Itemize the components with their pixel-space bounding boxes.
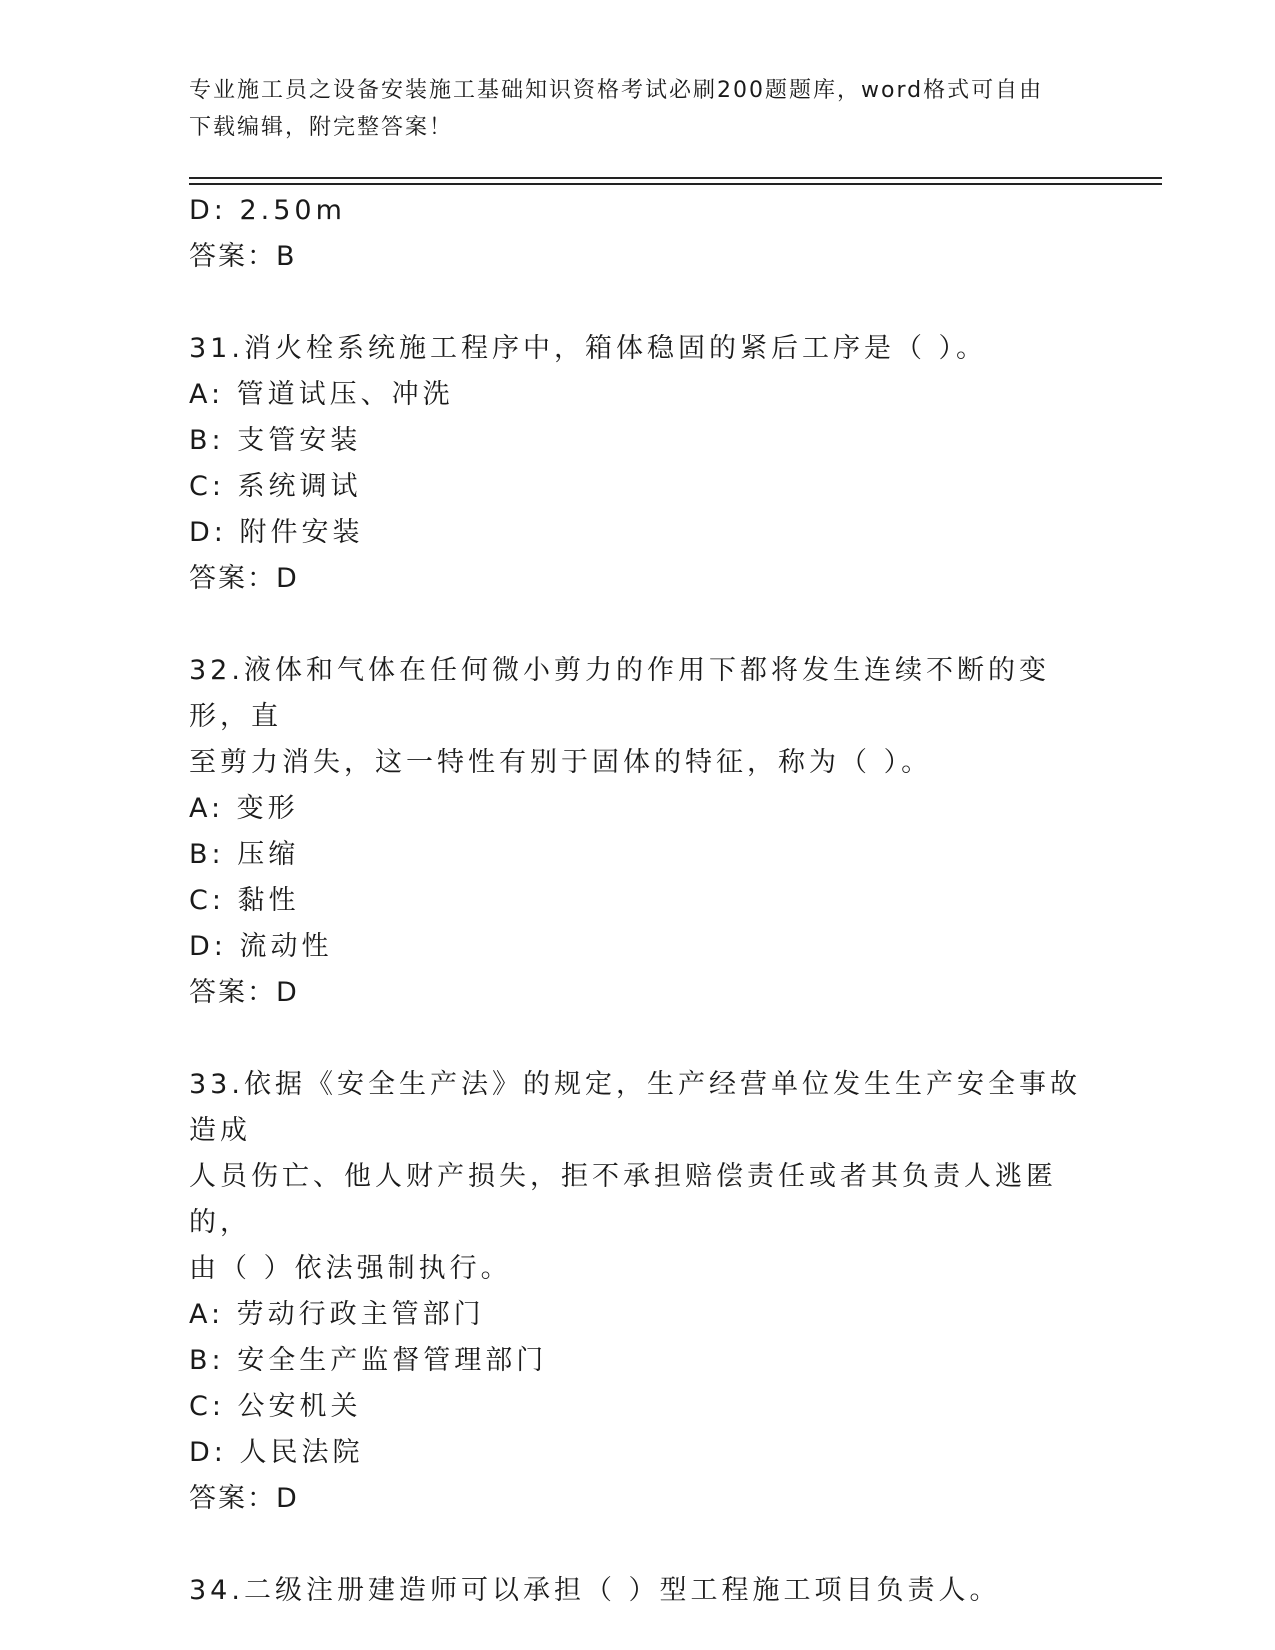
question-list [189,188,1089,1614]
option-a: A: 管道试压、冲洗 [189,379,454,410]
answer: 答案：D [189,1483,299,1514]
question-stem-line-1: 33.依据《安全生产法》的规定，生产经营单位发生生产安全事故造成 [189,1069,1081,1146]
header-divider-bottom [189,183,1162,185]
prev-answer: 答案：B [189,241,297,272]
question-stem-line-1: 32.液体和气体在任何微小剪力的作用下都将发生连续不断的变形，直 [189,655,1050,732]
question-33 [189,1062,1089,1522]
option-a: A: 劳动行政主管部门 [189,1299,485,1330]
page-header [189,72,1089,146]
option-b: B: 压缩 [189,839,300,870]
option-c: C: 系统调试 [189,471,362,502]
option-c: C: 公安机关 [189,1391,362,1422]
prev-option-d: D: 2.50m [189,195,346,226]
option-b: B: 安全生产监督管理部门 [189,1345,548,1376]
question-stem-line-3: 由（ ）依法强制执行。 [189,1253,512,1284]
header-title-line-2: 下载编辑，附完整答案！ [189,115,454,140]
question-stem: 34.二级注册建造师可以承担（ ）型工程施工项目负责人。 [189,1575,1001,1606]
question-stem-line-2: 至剪力消失，这一特性有别于固体的特征，称为（ ）。 [189,747,933,778]
answer: 答案：D [189,563,299,594]
option-b: B: 支管安装 [189,425,362,456]
question-31 [189,326,1089,602]
question-stem-line-2: 人员伤亡、他人财产损失，拒不承担赔偿责任或者其负责人逃匿的， [189,1161,1057,1238]
option-d: D: 附件安装 [189,517,364,548]
question-34 [189,1568,1089,1614]
option-a: A: 变形 [189,793,299,824]
header-divider-top [189,177,1162,179]
option-d: D: 人民法院 [189,1437,364,1468]
question-stem: 31.消火栓系统施工程序中，箱体稳固的紧后工序是（ ）。 [189,333,988,364]
option-c: C: 黏性 [189,885,300,916]
question-32 [189,648,1089,1016]
header-title-line-1: 专业施工员之设备安装施工基础知识资格考试必刷200题题库，word格式可自由 [189,78,1044,103]
option-d: D: 流动性 [189,931,333,962]
answer: 答案：D [189,977,299,1008]
